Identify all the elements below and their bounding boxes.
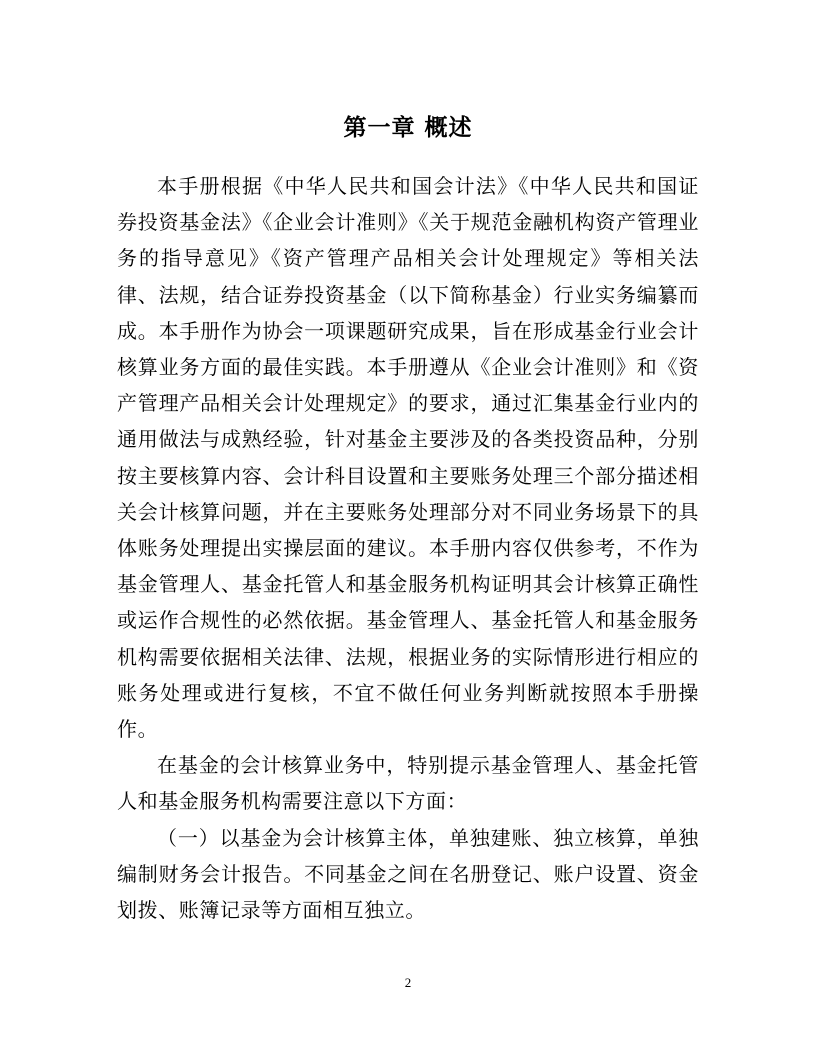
body-text — [117, 168, 699, 928]
chapter-title: 第一章 概述 — [343, 115, 473, 141]
page-number: 2 — [404, 975, 412, 990]
paragraph-intro: 本手册根据《中华人民共和国会计法》《中华人民共和国证券投资基金法》《企业会计准则》《关于规范金融机构资产管理业务的指导意见》《资产管理产品相关会计处理规定》等相关法律、法规，结合证券投资基金（以下简称基金）行业实务编纂而成。本手册作为协会一项课题研究成果，旨在形成基金行业会计核算业务方面的最佳实践。本手册遵从《企业会计准则》和《资产管理产品相关会计处理规定》的要求，通过汇集基金行业内的通用做法与成熟经验，针对基金主要涉及的各类投资品种，分别按主要核算内容、会计科目设置和主要账务处理三个部分描述相关会计核算问题，并在主要账务处理部分对不同业务场景下的具体账务处理提出实操层面的建议。本手册内容仅供参考，不作为基金管理人、基金托管人和基金服务机构证明其会计核算正确性或运作合规性的必然依据。基金管理人、基金托管人和基金服务机构需要依据相关法律、法规，根据业务的实际情形进行相应的账务处理或进行复核，不宜不做任何业务判断就按照本手册操作。 — [117, 174, 699, 742]
paragraph-item-1: （一）以基金为会计核算主体，单独建账、独立核算，单独编制财务会计报告。不同基金之间在名册登记、账户设置、资金划拨、账簿记录等方面相互独立。 — [117, 825, 699, 923]
paragraph-notice: 在基金的会计核算业务中，特别提示基金管理人、基金托管人和基金服务机构需要注意以下方面： — [117, 753, 699, 814]
